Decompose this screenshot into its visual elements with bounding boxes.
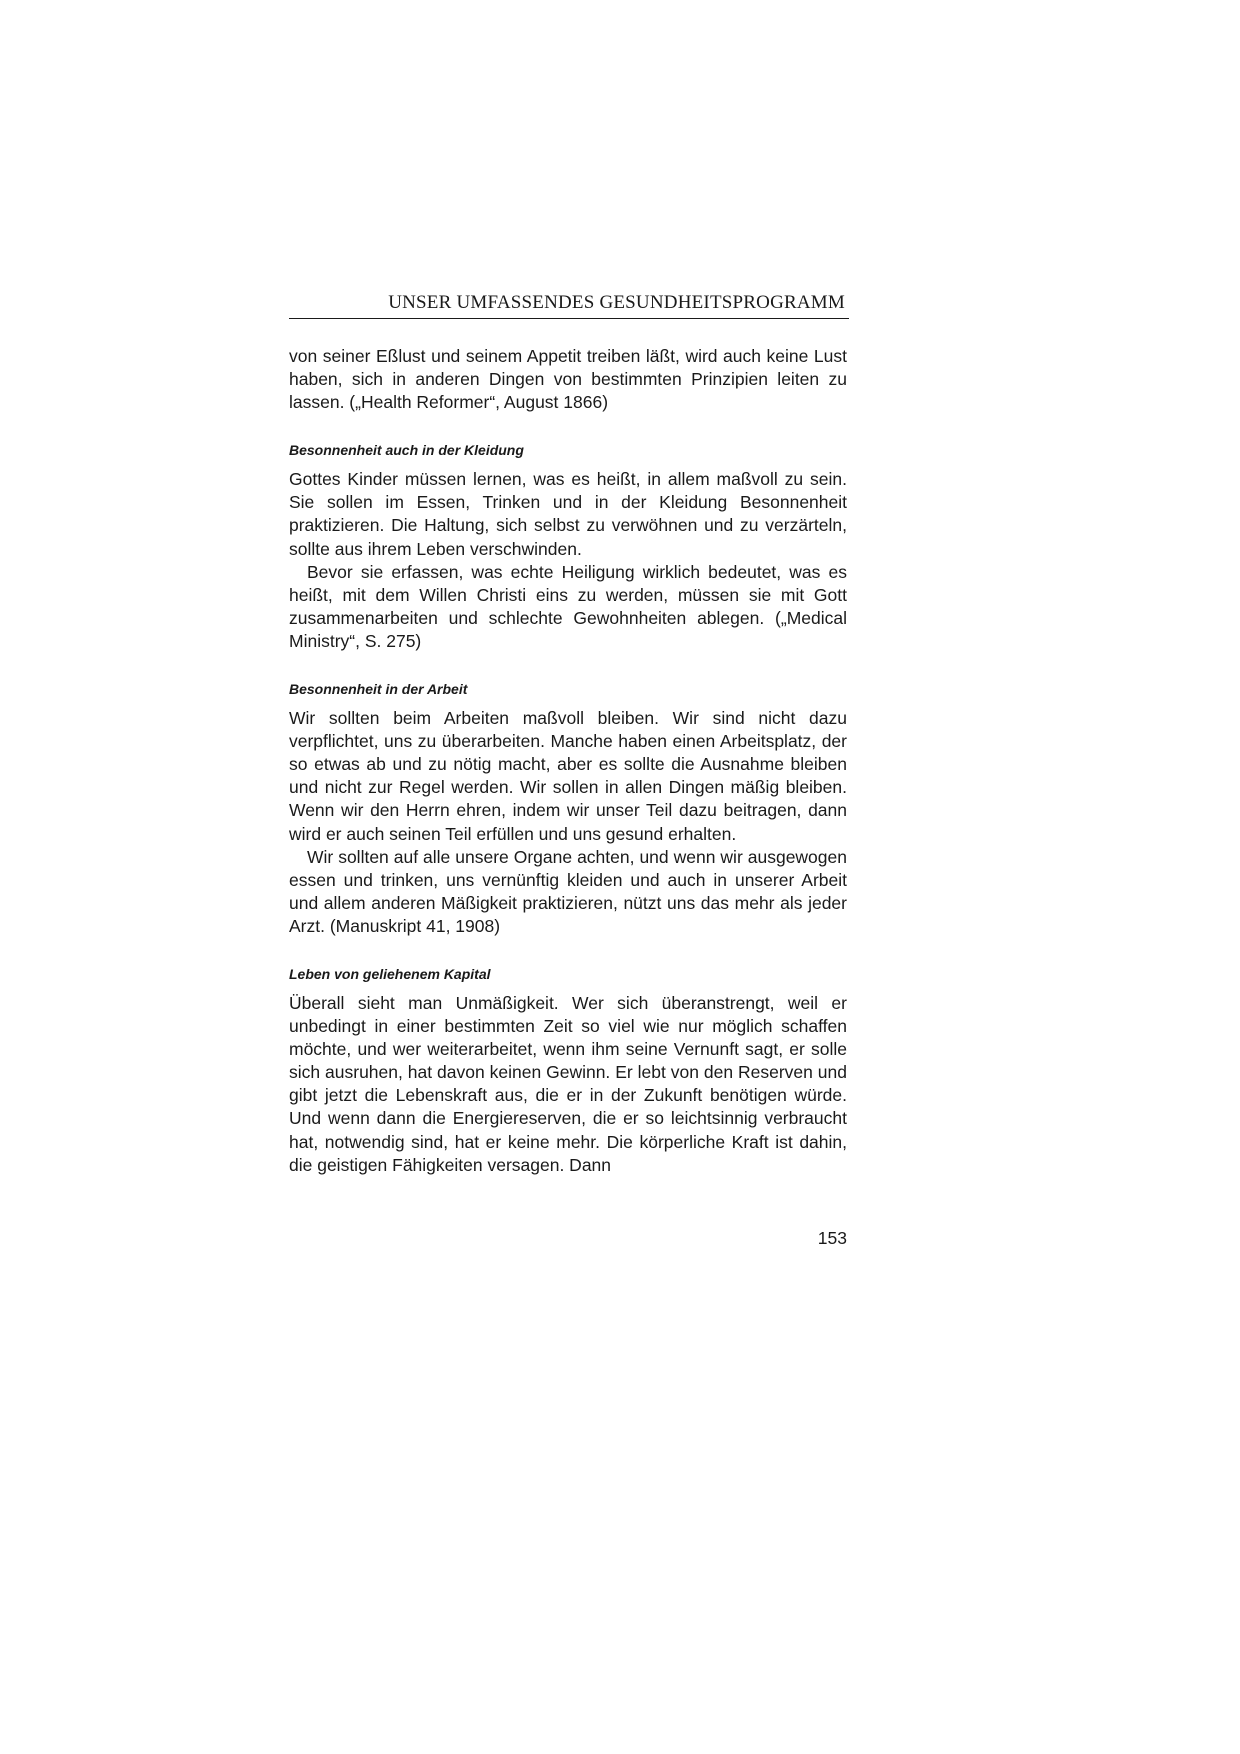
opening-paragraph: von seiner Eßlust und seinem Appetit treiben läßt, wird auch keine Lust haben, sich in anderen Dingen von bestimmten Prinzipien leiten zu lassen. („Health Reformer“, August 1866) (289, 346, 847, 413)
paragraph-arbeit-1: Wir sollten beim Arbeiten maßvoll bleiben. Wir sind nicht dazu verpflichtet, uns zu überarbeiten. Manche haben einen Arbeitsplatz, der so etwas ab und zu nötig macht, aber es sollte die Ausnahme bleiben und nicht zur Regel werden. Wir sollen in allen Dingen mäßig bleiben. Wenn wir den Herrn ehren, indem wir unser Teil dazu beitragen, dann wird er auch seinen Teil erfüllen und uns gesund erhalten. (289, 708, 847, 844)
page-number: 153 (817, 1228, 847, 1248)
paragraph-kleidung-2: Bevor sie erfassen, was echte Heiligung wirklich bedeutet, was es heißt, mit dem Willen Christi eins zu werden, müssen sie mit Gott zusammenarbeiten und schlechte Gewohnheiten ablegen. („Medical Ministry“, S. 275) (289, 561, 847, 651)
section-heading-arbeit: Besonnenheit in der Arbeit (289, 681, 468, 698)
paragraph-arbeit-2: Wir sollten auf alle unsere Organe achten, und wenn wir ausgewogen essen und trinken, uns vernünftig kleiden und auch in unserer Arbeit und allem anderen Mäßigkeit praktizieren, nützt uns das mehr als jeder Arzt. (Manuskript 41, 1908) (289, 846, 847, 936)
running-head: UNSER UMFASSENDES GESUNDHEITSPROGRAMM (388, 292, 845, 313)
paragraph-kapital-1: Überall sieht man Unmäßigkeit. Wer sich überanstrengt, weil er unbedingt in einer bestimmten Zeit so viel wie nur möglich schaffen möchte, und wer weiterarbeitet, wenn ihm seine Vernunft sagt, er solle sich ausruhen, hat davon keinen Gewinn. Er lebt von den Reserven und gibt jetzt die Lebenskraft aus, die er in der Zukunft benötigen würde. Und wenn dann die Energiereserven, die er so leichtsinnig verbraucht hat, notwendig sind, hat er keine mehr. Die körperliche Kraft ist dahin, die geistigen Fähigkeiten versagen. Dann (289, 992, 847, 1175)
paragraph-kleidung-1: Gottes Kinder müssen lernen, was es heißt, in allem maßvoll zu sein. Sie sollen im Essen, Trinken und in der Kleidung Besonnenheit praktizieren. Die Haltung, sich selbst zu verwöhnen und zu verzärteln, sollte aus ihrem Leben verschwinden. (289, 469, 847, 559)
header-rule (289, 318, 849, 319)
section-heading-kapital: Leben von geliehenem Kapital (289, 965, 491, 982)
section-heading-kleidung: Besonnenheit auch in der Kleidung (289, 442, 524, 459)
book-page (289, 290, 847, 1270)
